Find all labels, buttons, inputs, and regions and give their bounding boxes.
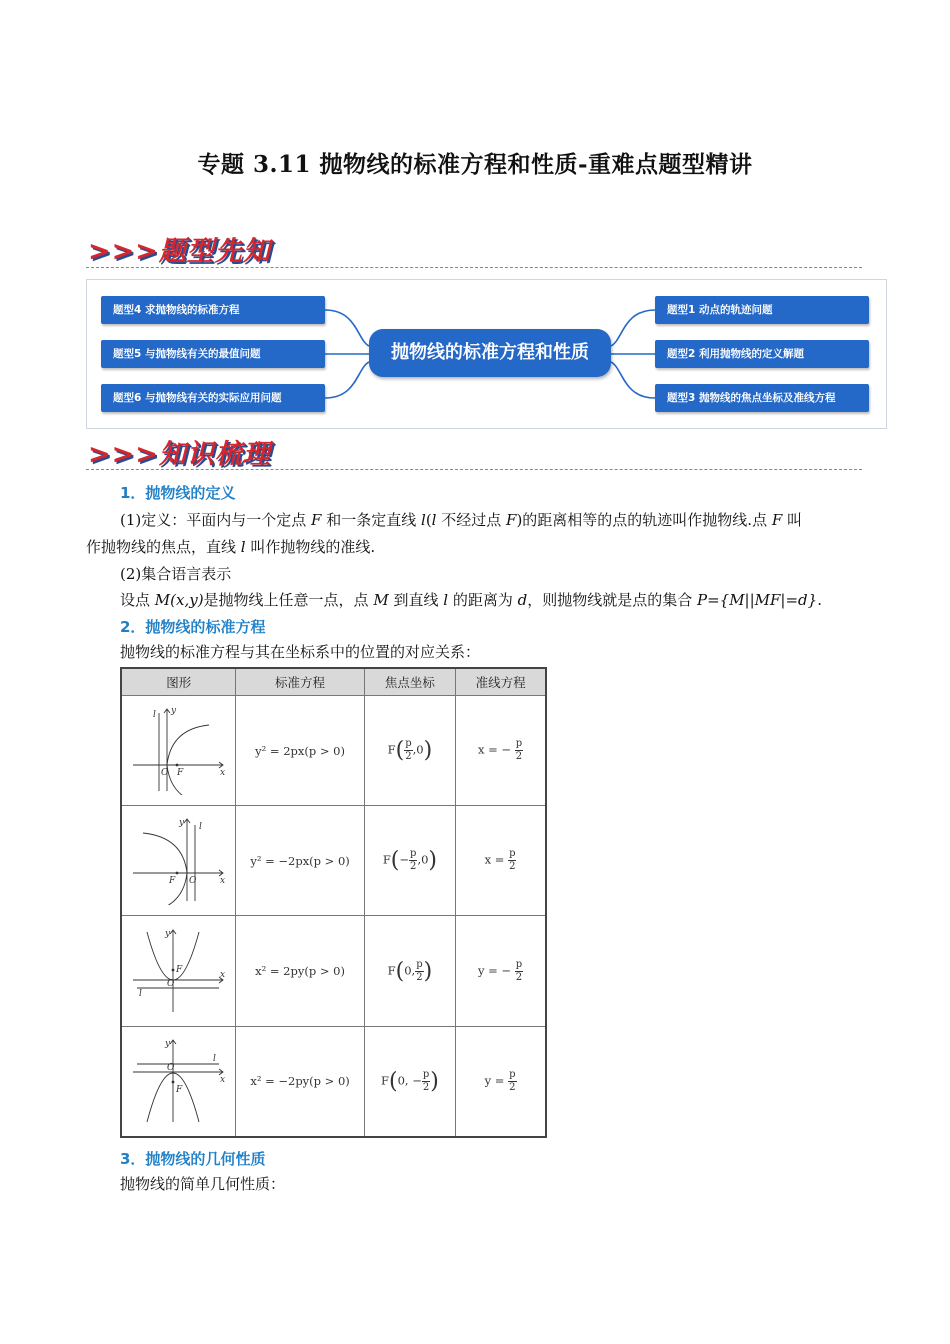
graph-cell bbox=[121, 696, 236, 806]
parabola-down-graph bbox=[127, 1034, 231, 1126]
section-heading-standard-equation: 2．抛物线的标准方程 bbox=[120, 618, 266, 636]
label-l: l bbox=[152, 710, 156, 721]
parabola-left-graph bbox=[127, 813, 231, 905]
label-f: F bbox=[175, 964, 182, 975]
label-x: x bbox=[219, 876, 225, 887]
label-l: l bbox=[198, 822, 202, 833]
label-x: x bbox=[219, 969, 225, 980]
section-banner-types: >>>题型先知 bbox=[88, 236, 271, 267]
table-header: 焦点坐标 bbox=[364, 668, 455, 696]
mindmap-node-type6: 题型6 与抛物线有关的实际应用问题 bbox=[101, 384, 325, 412]
graph-cell bbox=[121, 1026, 236, 1137]
label-o: O bbox=[166, 1062, 175, 1073]
equation-cell: y² = 2px(p > 0) bbox=[236, 696, 364, 806]
mindmap-node-type3: 题型3 抛物线的焦点坐标及准线方程 bbox=[655, 384, 869, 412]
definition-paragraph-line1: (1)定义：平面内与一个定点 F 和一条定直线 l(l 不经过点 F)的距离相等的点的轨迹叫作抛物线.点 F 叫 bbox=[120, 511, 803, 529]
table-row bbox=[121, 696, 546, 806]
definition-paragraph-line2: 作抛物线的焦点，直线 l 叫作抛物线的准线. bbox=[86, 538, 376, 556]
directrix-cell: x = − $\frac{p}{2}$ bbox=[456, 696, 546, 806]
geometric-properties-intro: 抛物线的简单几何性质： bbox=[120, 1175, 286, 1193]
mindmap bbox=[86, 279, 887, 429]
standard-equation-table bbox=[120, 667, 547, 1138]
divider bbox=[86, 267, 862, 268]
directrix-cell: y = $\frac{p}{2}$ bbox=[456, 1026, 546, 1137]
section-heading-definition: 1．抛物线的定义 bbox=[120, 484, 236, 502]
label-f: F bbox=[168, 876, 175, 887]
page-title: 专题 3.11 抛物线的标准方程和性质-重难点题型精讲 bbox=[197, 151, 753, 178]
directrix-cell: y = − $\frac{p}{2}$ bbox=[456, 916, 546, 1026]
mindmap-node-type2: 题型2 利用抛物线的定义解题 bbox=[655, 340, 869, 368]
parabola-right-graph bbox=[127, 703, 231, 795]
label-y: y bbox=[164, 928, 170, 939]
label-y: y bbox=[170, 706, 176, 717]
table-header: 图形 bbox=[121, 668, 236, 696]
label-l: l bbox=[212, 1053, 216, 1064]
table-row bbox=[121, 916, 546, 1026]
table-header: 准线方程 bbox=[456, 668, 546, 696]
table-header-row bbox=[121, 668, 546, 696]
focus-cell: F(0, $\frac{p}{2}$ ) bbox=[364, 916, 455, 1026]
table-row bbox=[121, 1026, 546, 1137]
focus-cell: F( $\frac{p}{2}$ ,0) bbox=[364, 696, 455, 806]
label-x: x bbox=[219, 768, 225, 779]
table-header: 标准方程 bbox=[236, 668, 364, 696]
focus-cell: F(− $\frac{p}{2}$ ,0) bbox=[364, 806, 455, 916]
label-o: O bbox=[188, 876, 197, 887]
label-o: O bbox=[166, 978, 175, 989]
set-language-heading: (2)集合语言表示 bbox=[120, 565, 232, 583]
standard-equation-intro: 抛物线的标准方程与其在坐标系中的位置的对应关系： bbox=[120, 643, 481, 661]
focus-cell: F(0, − $\frac{p}{2}$ ) bbox=[364, 1026, 455, 1137]
label-x: x bbox=[219, 1074, 225, 1085]
table-row bbox=[121, 806, 546, 916]
section-banner-knowledge: >>>知识梳理 bbox=[88, 439, 271, 470]
equation-cell: y² = −2px(p > 0) bbox=[236, 806, 364, 916]
mindmap-node-type5: 题型5 与抛物线有关的最值问题 bbox=[101, 340, 325, 368]
label-f: F bbox=[175, 1084, 182, 1095]
set-language-paragraph: 设点 M(x,y)是抛物线上任意一点，点 M 到直线 l 的距离为 d，则抛物线就是点的集合 P={M||MF|=d}. bbox=[120, 591, 822, 609]
equation-cell: x² = 2py(p > 0) bbox=[236, 916, 364, 1026]
section-heading-geometric-properties: 3．抛物线的几何性质 bbox=[120, 1150, 266, 1168]
mindmap-node-type1: 题型1 动点的轨迹问题 bbox=[655, 296, 869, 324]
label-o: O bbox=[160, 768, 169, 779]
label-y: y bbox=[164, 1038, 170, 1049]
graph-cell bbox=[121, 806, 236, 916]
parabola-up-graph bbox=[127, 924, 231, 1016]
mindmap-center-node: 抛物线的标准方程和性质 bbox=[369, 329, 611, 377]
mindmap-node-type4: 题型4 求抛物线的标准方程 bbox=[101, 296, 325, 324]
equation-cell: x² = −2py(p > 0) bbox=[236, 1026, 364, 1137]
label-y: y bbox=[178, 818, 184, 829]
directrix-cell: x = $\frac{p}{2}$ bbox=[456, 806, 546, 916]
graph-cell bbox=[121, 916, 236, 1026]
label-l: l bbox=[138, 988, 142, 999]
divider bbox=[86, 469, 862, 470]
label-f: F bbox=[176, 768, 183, 779]
